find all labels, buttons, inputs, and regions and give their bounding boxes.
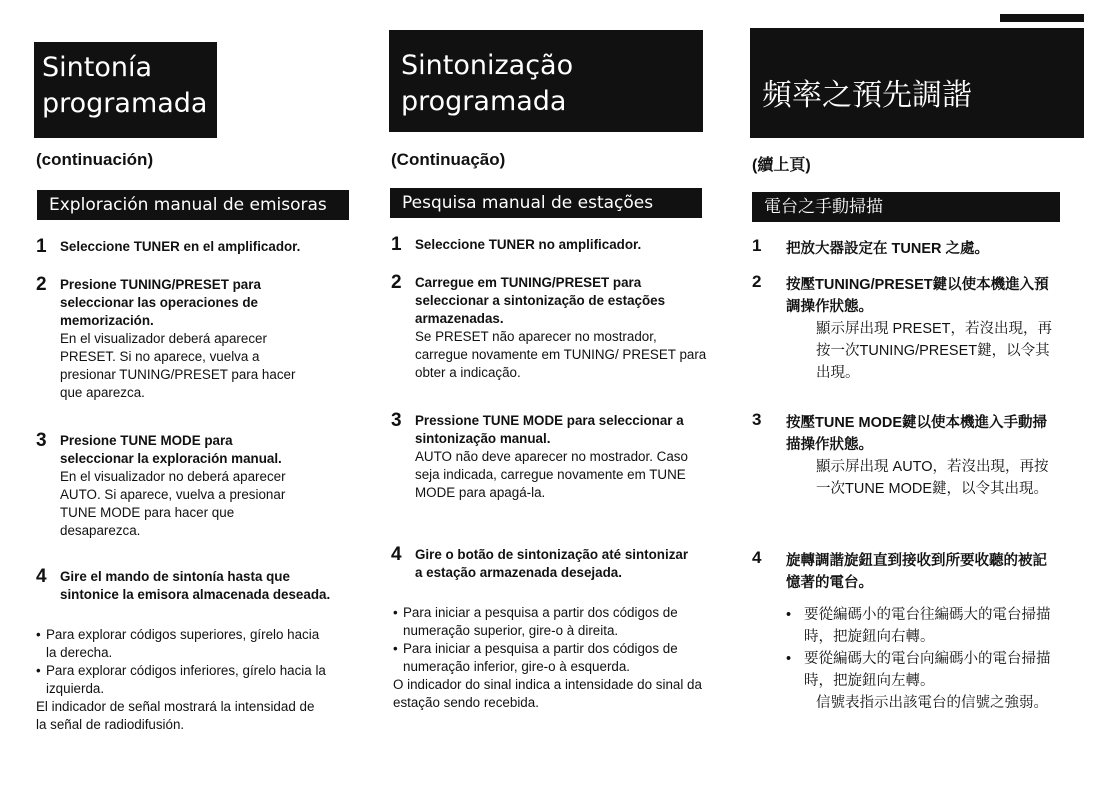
es-step-3-text: En el visualizador no deberá aparecer AUTO. Si aparece, vuelva a presionar TUNE MODE para hacer que desaparezca.: [60, 469, 286, 538]
es-step-2-heading: Presione TUNING/PRESET para seleccionar las operaciones de memorización.: [60, 277, 261, 328]
zh-bullets: [786, 604, 1056, 714]
pt-title-line-2: programada: [401, 86, 567, 117]
zh-bullet-2: • 要從編碼大的電台向編碼小的電台掃描時，把旋鈕向左轉。: [786, 651, 1051, 689]
es-title-line-1: Sintonía: [42, 52, 153, 83]
es-section-bar: Exploración manual de emisoras: [37, 190, 349, 220]
zh-step-2-number: 2: [752, 272, 762, 291]
pt-step-3-number: 3: [391, 410, 402, 431]
es-step-1-heading: Seleccione TUNER en el amplificador.: [60, 239, 301, 254]
es-step-1-number: 1: [36, 236, 47, 257]
es-bullet-2: • Para explorar códigos inferiores, gírelo hacia la izquierda.: [36, 663, 326, 696]
zh-step-4-heading: 旋轉調諧旋鈕直到接收到所要收聽的被記憶著的電台。: [786, 553, 1047, 591]
es-step-3-number: 3: [36, 430, 47, 451]
es-step-4-heading: Gire el mando de sintonía hasta que sintonice la emisora almacenada deseada.: [60, 569, 331, 602]
zh-subtitle: (續上頁): [752, 157, 811, 174]
pt-step-3-text: AUTO não deve aparecer no mostrador. Caso seja indicada, carregue novamente em TUNE MODE para apagá-la.: [415, 449, 688, 500]
es-step-4-number: 4: [36, 566, 47, 587]
zh-step-2-text: 顯示屏出現 PRESET，若沒出現，再按一次TUNING/PRESET鍵，以令其出現。: [816, 321, 1053, 381]
pt-subtitle: (Continuação): [391, 150, 506, 169]
pt-section-bar: Pesquisa manual de estações: [390, 188, 702, 218]
es-title-divider: [217, 42, 220, 138]
pt-step-1-heading: Seleccione TUNER no amplificador.: [415, 237, 642, 252]
zh-note: 信號表指示出該電台的信號之強弱。: [816, 695, 1048, 711]
es-step-3-heading: Presione TUNE MODE para seleccionar la exploración manual.: [60, 433, 282, 466]
pt-bullet-1: • Para iniciar a pesquisa a partir dos códigos de numeração superior, gire-o à direita.: [393, 605, 678, 638]
pt-step-3-heading: Pressione TUNE MODE para seleccionar a sintonização manual.: [415, 413, 684, 446]
zh-section-bar: 電台之手動掃描: [752, 192, 1060, 222]
zh-step-3-heading: 按壓TUNE MODE鍵以使本機進入手動掃描操作狀態。: [786, 415, 1047, 453]
pt-note: O indicador do sinal indica a intensidade do sinal da estação sendo recebida.: [393, 677, 702, 710]
zh-bullet-1: • 要從編碼小的電台往編碼大的電台掃描時，把旋鈕向右轉。: [786, 607, 1051, 645]
es-title-line-2: programada: [42, 88, 208, 119]
es-note: El indicador de señal mostrará la intensidad de la señal de radiodifusión.: [36, 699, 315, 732]
pt-step-4-number: 4: [391, 544, 402, 565]
pt-step-1-number: 1: [391, 234, 402, 255]
es-bullet-1: • Para explorar códigos superiores, gírelo hacia la derecha.: [36, 627, 320, 660]
pt-step-2-number: 2: [391, 272, 402, 293]
zh-title: 頻率之預先調諧: [762, 78, 972, 113]
es-step-2-text: En el visualizador deberá aparecer PRESET. Si no aparece, vuelva a presionar TUNING/PRESET para hacer que aparezca.: [60, 331, 296, 400]
pt-step-4-heading: Gire o botão de sintonização até sintonizar a estação armazenada desejada.: [415, 547, 689, 580]
pt-step-2-text: Se PRESET não aparecer no mostrador, carregue novamente em TUNING/ PRESET para obter a indicação.: [415, 329, 707, 380]
es-bullets: [36, 626, 326, 734]
corner-bar: [1000, 14, 1084, 22]
pt-bullets: [393, 604, 708, 712]
zh-step-3-text: 顯示屏出現 AUTO，若沒出現，再按一次TUNE MODE鍵，以令其出現。: [816, 459, 1049, 497]
pt-title-box: [389, 30, 703, 132]
pt-bullet-2: • Para iniciar a pesquisa a partir dos códigos de numeração inferior, gire-o à esquerda.: [393, 641, 678, 674]
zh-step-4-number: 4: [752, 548, 762, 567]
es-title-box: [34, 42, 220, 138]
zh-step-1-heading: 把放大器設定在 TUNER 之處。: [786, 241, 989, 257]
es-subtitle: (continuación): [36, 150, 154, 169]
es-step-2-number: 2: [36, 274, 47, 295]
pt-title-line-1: Sintonização: [401, 50, 574, 81]
zh-title-box: [750, 28, 1084, 138]
zh-step-2-heading: 按壓TUNING/PRESET鍵以使本機進入預調操作狀態。: [786, 277, 1049, 315]
zh-step-3-number: 3: [752, 410, 762, 429]
zh-step-1-number: 1: [752, 236, 762, 255]
pt-step-2-heading: Carregue em TUNING/PRESET para seleccionar a sintonização de estações armazenadas.: [415, 275, 666, 326]
